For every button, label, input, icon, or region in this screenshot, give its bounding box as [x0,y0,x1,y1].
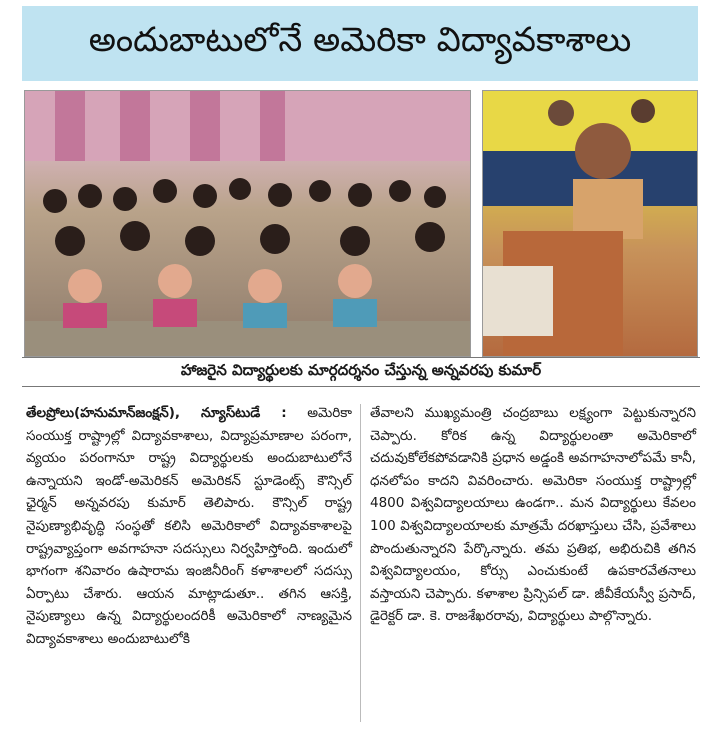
photo-caption: హాజరైన విద్యార్థులకు మార్గదర్శనం చేస్తున్న అన్నవరపు కుమార్ [180,361,542,379]
audience-photo [24,90,471,357]
speaker-illustration [483,91,697,356]
audience-illustration [25,91,470,356]
headline-banner [22,6,698,81]
article-column-left [26,402,352,651]
caption-top-rule [22,357,700,358]
caption-bottom-rule [22,386,700,387]
article-body-left: అమెరికా సంయుక్త రాష్ట్రాల్లో విద్యావకాశాలు, విద్యాప్రమాణాల పరంగా, వ్యయం పరంగానూ రాష్ట్ర విద్యార్థులకు అందుబాటులోనే ఉన్నాయని ఇండో-అమెరికన్‌ అమెరికన్‌ స్టూడెంట్స్‌ కౌన్సిల్‌ ఛైర్మన్‌ అన్నవరపు కుమార్‌ తెలిపారు. కౌన్సిల్‌ రాష్ట్ర నైపుణ్యాభివృద్ధి సంస్థతో కలిసి అమెరికాలో విద్యావకాశాలపై రాష్ట్రవ్యాప్తంగా అవగాహనా సదస్సులు నిర్వహిస్తోంది. ఇందులో భాగంగా శనివారం ఉషారామ ఇంజినీరింగ్‌ కళాశాలలో సదస్సు ఏర్పాటు చేశారు. ఆయన మాట్లాడుతూ.. తగిన ఆసక్తి, నైపుణ్యాలు ఉన్న విద్యార్థులందరికీ అమెరికాలో నాణ్యమైన విద్యావకాశాలు అందుబాటులోకి [26,405,352,647]
article-body-right: తేవాలని ముఖ్యమంత్రి చంద్రబాబు లక్ష్యంగా పెట్టుకున్నారని చెప్పారు. కోరిక ఉన్న విద్యార్థులంతా అమెరికాలో చదువుకోలేకపోవడానికి ప్రధాన అడ్డంకి అవగాహనాలోపమే కానీ, ధనలోపం కాదని వివరించారు. అమెరికా సంయుక్త రాష్ట్రాల్లో 4800 విశ్వవిద్యాలయాలు ఉండగా.. మన విద్యార్థులు కేవలం 100 విశ్వవిద్యాలయాలకు మాత్రమే దరఖాస్తులు చేసి, ప్రవేశాలు పొందుతున్నారని పేర్కొన్నారు. తమ ప్రతిభ, అభిరుచికి తగిన విశ్వవిద్యాలయం, కోర్సు ఎంచుకుంటే ఉపకారవేతనాలు వస్తాయని చెప్పారు. కళాశాల ప్రిన్సిపల్‌ డా. జీవీకేయస్వీ ప్రసాద్‌, డైరెక్టర్‌ డా. కె. రాజశేఖరరావు, విద్యార్థులు పాల్గొన్నారు. [370,405,696,625]
dateline: తేలప్రోలు(హనుమాన్‌జంక్షన్‌), న్యూస్‌టుడే : [26,405,287,421]
column-divider [360,404,361,722]
headline: అందుబాటులోనే అమెరికా విద్యావకాశాలు [88,19,632,60]
speaker-photo [482,90,698,357]
article-column-right [370,402,696,628]
